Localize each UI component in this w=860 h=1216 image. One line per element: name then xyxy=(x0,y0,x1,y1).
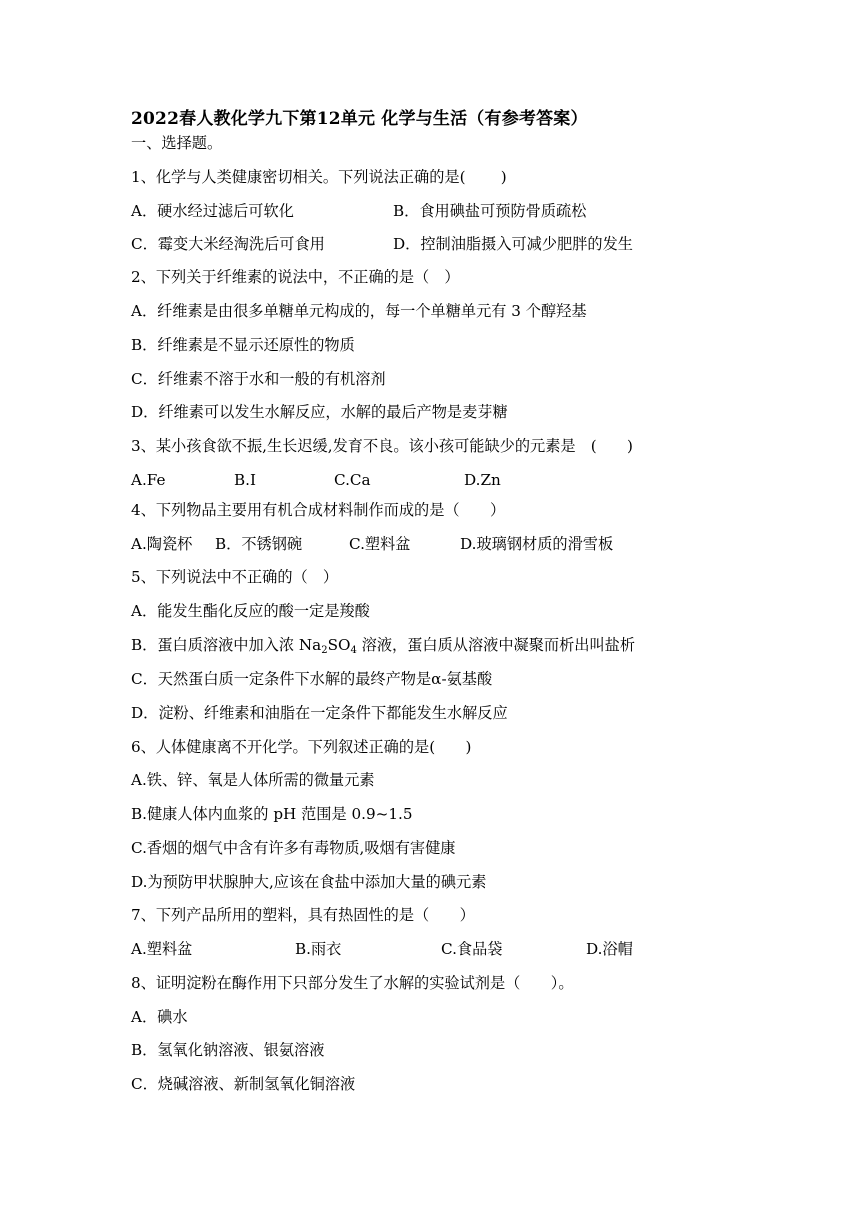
document-title: 2022春人教化学九下第12单元 化学与生活（有参考答案） xyxy=(131,109,588,129)
question-5-option-c: C．天然蛋白质一定条件下水解的最终产物是α-氨基酸 xyxy=(131,670,493,688)
question-5-option-d: D．淀粉、纤维素和油脂在一定条件下都能发生水解反应 xyxy=(131,704,508,722)
question-4-option-a: A.陶瓷杯 xyxy=(131,535,193,553)
question-1-stem: 1、化学与人类健康密切相关。下列说法正确的是( ) xyxy=(131,168,507,186)
question-5-stem: 5、下列说法中不正确的（ ） xyxy=(131,568,339,586)
question-6-option-d: D.为预防甲状腺肿大,应该在食盐中添加大量的碘元素 xyxy=(131,873,487,891)
question-2-option-b: B．纤维素是不显示还原性的物质 xyxy=(131,336,355,354)
question-3-option-d: D.Zn xyxy=(464,471,501,489)
section-heading: 一、选择题。 xyxy=(131,134,223,152)
question-5-option-a: A．能发生酯化反应的酸一定是羧酸 xyxy=(131,602,370,620)
question-5-option-b: B．蛋白质溶液中加入浓 $Na_2SO_4$ 溶液，蛋白质从溶液中凝聚而析出叫盐析 xyxy=(131,636,636,656)
question-6-stem: 6、人体健康离不开化学。下列叙述正确的是( ) xyxy=(131,738,472,756)
question-1-option-b: B．食用碘盐可预防骨质疏松 xyxy=(393,202,587,220)
question-7-option-a: A.塑料盆 xyxy=(131,940,193,958)
question-2-stem: 2、下列关于纤维素的说法中，不正确的是（ ） xyxy=(131,268,460,286)
question-2-option-a: A．纤维素是由很多单糖单元构成的，每一个单糖单元有 3 个醇羟基 xyxy=(131,302,587,320)
question-7-option-c: C.食品袋 xyxy=(441,940,503,958)
question-8-option-b: B．氢氧化钠溶液、银氨溶液 xyxy=(131,1041,325,1059)
question-6-option-a: A.铁、锌、氧是人体所需的微量元素 xyxy=(131,771,375,789)
question-2-option-d: D．纤维素可以发生水解反应，水解的最后产物是麦芽糖 xyxy=(131,403,508,421)
question-4-option-c: C.塑料盆 xyxy=(349,535,411,553)
question-8-option-a: A．碘水 xyxy=(131,1008,188,1026)
question-4-option-d: D.玻璃钢材质的滑雪板 xyxy=(460,535,614,553)
question-3-stem: 3、某小孩食欲不振,生长迟缓,发育不良。该小孩可能缺少的元素是 ( ) xyxy=(131,437,633,455)
question-8-stem: 8、证明淀粉在酶作用下只部分发生了水解的实验试剂是（ ）。 xyxy=(131,974,574,992)
question-4-option-b: B．不锈钢碗 xyxy=(215,535,303,553)
question-7-stem: 7、下列产品所用的塑料，具有热固性的是（ ） xyxy=(131,906,475,924)
question-6-option-b: B.健康人体内血浆的 pH 范围是 0.9~1.5 xyxy=(131,805,413,823)
question-2-option-c: C．纤维素不溶于水和一般的有机溶剂 xyxy=(131,370,386,388)
question-7-option-b: B.雨衣 xyxy=(295,940,342,958)
question-1-option-a: A．硬水经过滤后可软化 xyxy=(131,202,294,220)
question-3-option-a: A.Fe xyxy=(131,471,166,489)
question-3-option-b: B.I xyxy=(234,471,256,489)
question-6-option-c: C.香烟的烟气中含有许多有毒物质,吸烟有害健康 xyxy=(131,839,456,857)
question-3-option-c: C.Ca xyxy=(334,471,371,489)
question-1-option-c: C．霉变大米经淘洗后可食用 xyxy=(131,235,325,253)
question-8-option-c: C．烧碱溶液、新制氢氧化铜溶液 xyxy=(131,1075,356,1093)
question-1-option-d: D．控制油脂摄入可减少肥胖的发生 xyxy=(393,235,633,253)
question-7-option-d: D.浴帽 xyxy=(586,940,633,958)
question-4-stem: 4、下列物品主要用有机合成材料制作而成的是（ ） xyxy=(131,501,506,519)
